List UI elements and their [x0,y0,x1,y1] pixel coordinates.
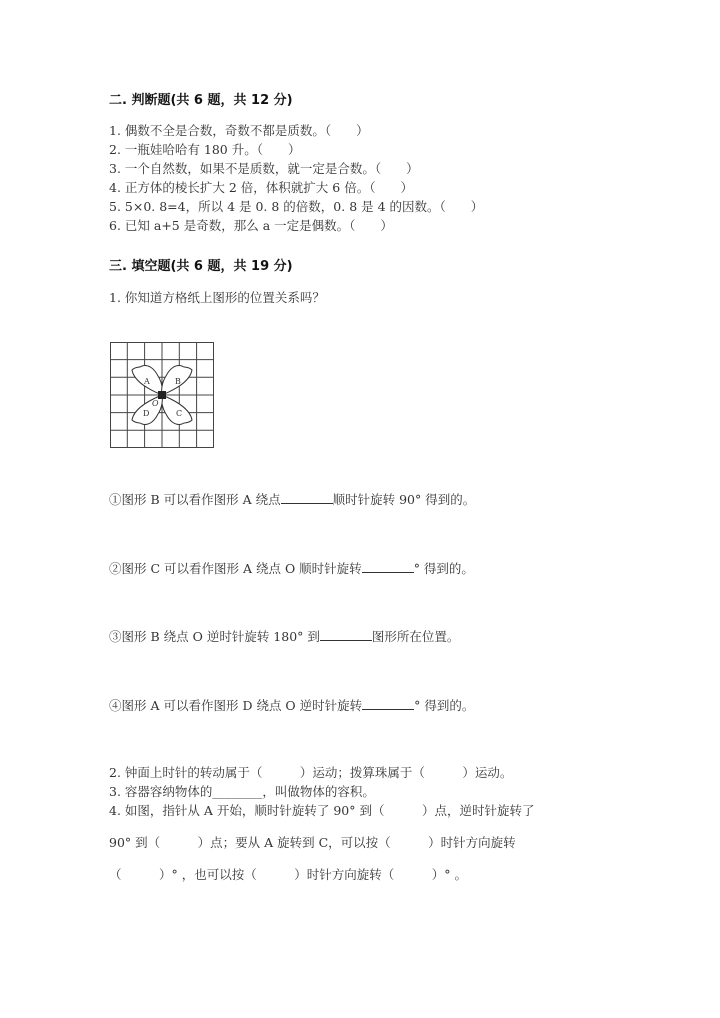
answer-blank[interactable] [362,560,414,573]
fill-q1-sub1: ①图形 B 可以看作图形 A 绕点 顺时针旋转 90° 得到的。 [109,492,476,507]
section2-title: 二. 判断题(共 6 题，共 12 分) [109,93,293,108]
fill-q4-line2: 90° 到（ ）点；要从 A 旋转到 C，可以按（ ）时针方向旋转 [109,835,516,850]
judge-item-4: 4. 正方体的棱长扩大 2 倍，体积就扩大 6 倍。（ ） [109,180,413,195]
section3-title: 三. 填空题(共 6 题，共 19 分) [109,259,293,274]
rotation-grid-figure [110,342,214,448]
fill-q1-sub2: ②图形 C 可以看作图形 A 绕点 O 顺时针旋转 ° 得到的。 [109,561,474,576]
judge-item-6: 6. 已知 a+5 是奇数，那么 a 一定是偶数。（ ） [109,218,393,233]
fill-q4-line3: （ ）° ，也可以按（ ）时针方向旋转（ ）° 。 [109,867,467,882]
svg-text:O: O [152,399,159,408]
fill-q1-prompt: 1. 你知道方格纸上图形的位置关系吗？ [109,290,325,305]
judge-item-3: 3. 一个自然数，如果不是质数，就一定是合数。（ ） [109,161,419,176]
svg-text:B: B [175,377,181,386]
answer-blank[interactable] [320,628,372,641]
fill-q4-line1: 4. 如图，指针从 A 开始，顺时针旋转了 90° 到（ ）点，逆时针旋转了 [109,803,535,818]
fill-q1-sub4: ④图形 A 可以看作图形 D 绕点 O 逆时针旋转 ° 得到的。 [109,698,475,713]
answer-blank[interactable] [362,697,414,710]
svg-text:C: C [176,409,183,418]
fill-q3: 3. 容器容纳物体的________，叫做物体的容积。 [109,784,375,799]
svg-text:D: D [143,409,150,418]
judge-item-1: 1. 偶数不全是合数，奇数不都是质数。（ ） [109,123,369,138]
judge-item-5: 5. 5×0. 8=4，所以 4 是 0. 8 的倍数，0. 8 是 4 的因数。（ ） [109,199,484,214]
svg-text:A: A [144,377,150,386]
judge-item-2: 2. 一瓶娃哈哈有 180 升。（ ） [109,142,301,157]
fill-q1-sub3: ③图形 B 绕点 O 逆时针旋转 180° 到 图形所在位置。 [109,629,460,644]
fill-q2: 2. 钟面上时针的转动属于（ ）运动；拨算珠属于（ ）运动。 [109,765,513,780]
answer-blank[interactable] [281,491,333,504]
